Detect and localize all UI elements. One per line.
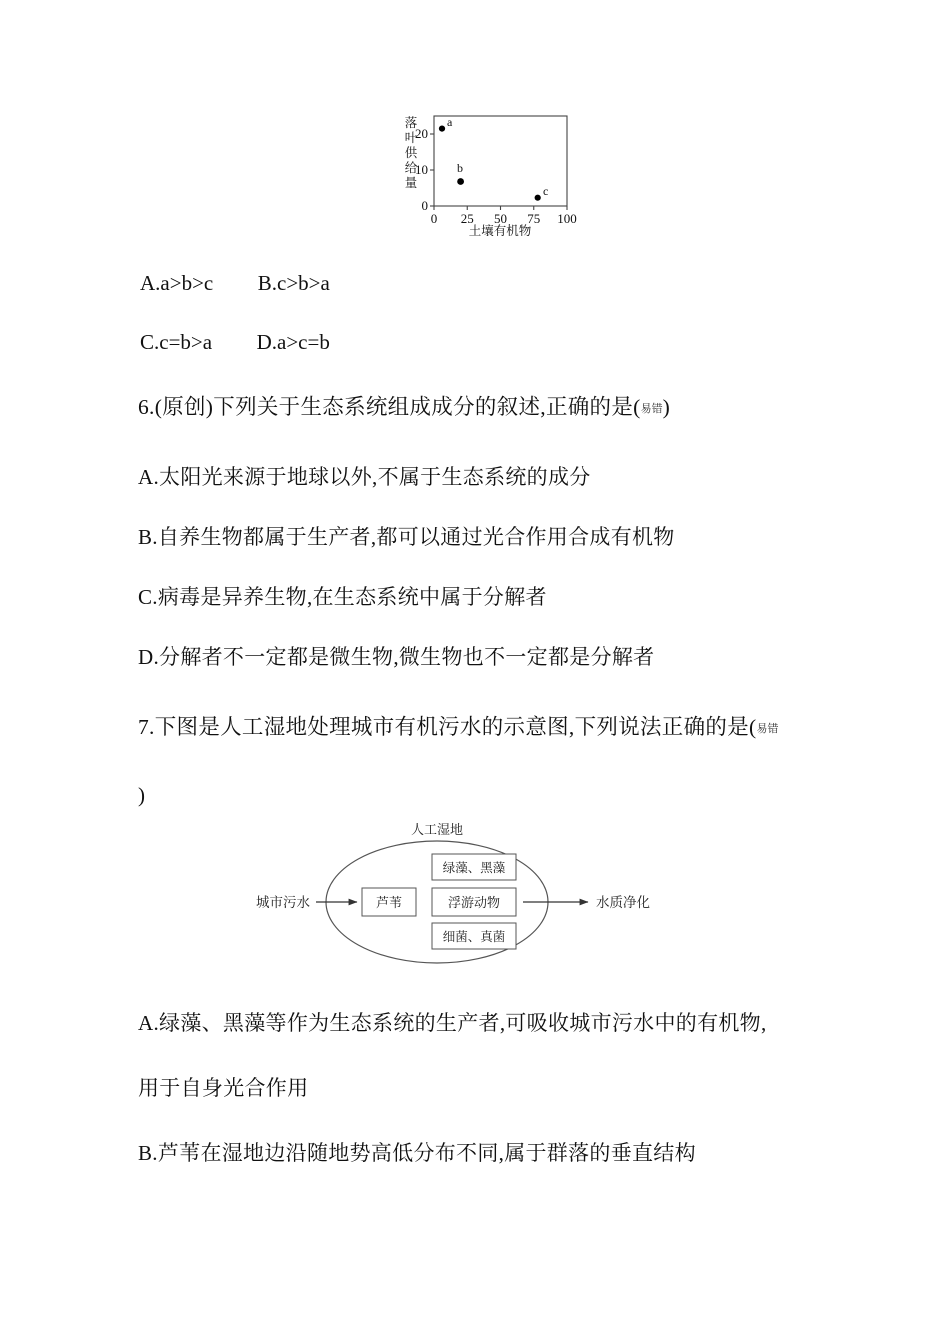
- svg-text:给: 给: [404, 160, 418, 175]
- q6-tag: (原创): [154, 395, 214, 419]
- output-label: 水质净化: [596, 895, 650, 911]
- box-reed-label: 芦苇: [375, 896, 403, 911]
- data-point-c-label: c: [543, 184, 549, 198]
- x-tick-25: 25: [460, 211, 474, 226]
- box-zooplankton-label: 浮游动物: [447, 896, 501, 911]
- q6-stem-text: 下列关于生态系统组成成分的叙述,正确的是(: [213, 395, 641, 419]
- box-decomposers: [432, 923, 516, 949]
- svg-text:供: 供: [404, 145, 418, 160]
- data-point-a-label: a: [447, 115, 453, 129]
- q6-option-A-key: A.: [138, 465, 160, 489]
- q5-option-C-text: c=b>a: [159, 330, 213, 354]
- q6-number: 6.: [138, 395, 155, 419]
- q7-difficulty-marker: 易错: [756, 722, 779, 735]
- q6-option-B-text: 自养生物都属于生产者,都可以通过光合作用合成有机物: [157, 525, 675, 549]
- wetland-title: 人工湿地: [410, 823, 464, 838]
- y-tick-20: 20: [415, 126, 428, 141]
- box-algae-label: 绿藻、黑藻: [442, 860, 506, 875]
- q6-option-B: [138, 522, 675, 552]
- q7-stem-text: 下图是人工湿地处理城市有机污水的示意图,下列说法正确的是(: [154, 715, 757, 739]
- y-tick-10: 10: [415, 162, 428, 177]
- q6-difficulty-marker: 易错: [640, 402, 663, 415]
- box-reed: [362, 888, 416, 916]
- q5-option-B-key: B.: [257, 271, 278, 295]
- q5-option-B-text: c>b>a: [277, 271, 330, 295]
- x-tick-100: 100: [557, 211, 577, 226]
- q6-option-C-text: 病毒是异养生物,在生态系统中属于分解者: [157, 585, 547, 609]
- wetland-diagram-figure: [196, 818, 666, 968]
- scatter-chart-figure: [404, 104, 582, 236]
- y-axis-label: [405, 115, 418, 190]
- q7-option-A-text-line1: 绿藻、黑藻等作为生态系统的生产者,可吸收城市污水中的有机物,: [159, 1011, 767, 1035]
- q6-option-A-text: 太阳光来源于地球以外,不属于生态系统的成分: [159, 465, 591, 489]
- q6-option-A: [138, 462, 591, 492]
- x-tick-0: 0: [430, 211, 438, 226]
- q7-option-A-line1: [138, 1008, 767, 1038]
- q7-stem-close-line: [138, 780, 145, 810]
- q7-option-B-key: B.: [138, 1141, 158, 1165]
- q7-option-B-text: 芦苇在湿地边沿随地势高低分布不同,属于群落的垂直结构: [157, 1141, 696, 1165]
- x-tick-50: 50: [494, 211, 507, 226]
- q6-stem-close: ): [662, 395, 671, 419]
- box-algae: [432, 854, 516, 880]
- q7-option-A-key: A.: [138, 1011, 160, 1035]
- q5-option-C-key: C.: [140, 330, 160, 354]
- x-axis-label: 土壤有机物: [468, 223, 532, 236]
- data-point-b-label: b: [457, 161, 463, 175]
- question-7-stem: [138, 712, 778, 744]
- q5-option-D-key: D.: [256, 330, 278, 354]
- box-zooplankton: [432, 888, 516, 916]
- q5-options-row-2: [140, 327, 330, 357]
- q7-number: 7.: [138, 715, 155, 739]
- q6-option-D: [138, 642, 654, 672]
- svg-text:落: 落: [404, 115, 418, 130]
- q6-option-C-key: C.: [138, 585, 158, 609]
- x-tick-75: 75: [527, 211, 541, 226]
- y-tick-0: 0: [421, 198, 428, 213]
- q6-option-B-key: B.: [138, 525, 158, 549]
- question-6-stem: [138, 392, 670, 424]
- q5-options-row-1: [140, 268, 330, 298]
- q6-option-D-text: 分解者不一定都是微生物,微生物也不一定都是分解者: [159, 645, 655, 669]
- svg-text:量: 量: [404, 175, 418, 190]
- input-label: 城市污水: [256, 895, 310, 911]
- q7-stem-close: ): [138, 783, 146, 807]
- q7-option-B: [138, 1138, 696, 1168]
- data-point-b: [457, 161, 464, 185]
- q6-option-D-key: D.: [138, 645, 160, 669]
- q5-option-A-text: a>b>c: [160, 271, 214, 295]
- q5-option-A-key: A.: [140, 271, 161, 295]
- q5-option-D-text: a>c=b: [277, 330, 330, 354]
- q7-option-A-text-line2: 用于自身光合作用: [138, 1076, 309, 1100]
- q6-option-C: [138, 582, 547, 612]
- q7-option-A-line2: [138, 1073, 308, 1103]
- svg-text:叶: 叶: [404, 130, 418, 145]
- box-decomposers-label: 细菌、真菌: [442, 929, 506, 944]
